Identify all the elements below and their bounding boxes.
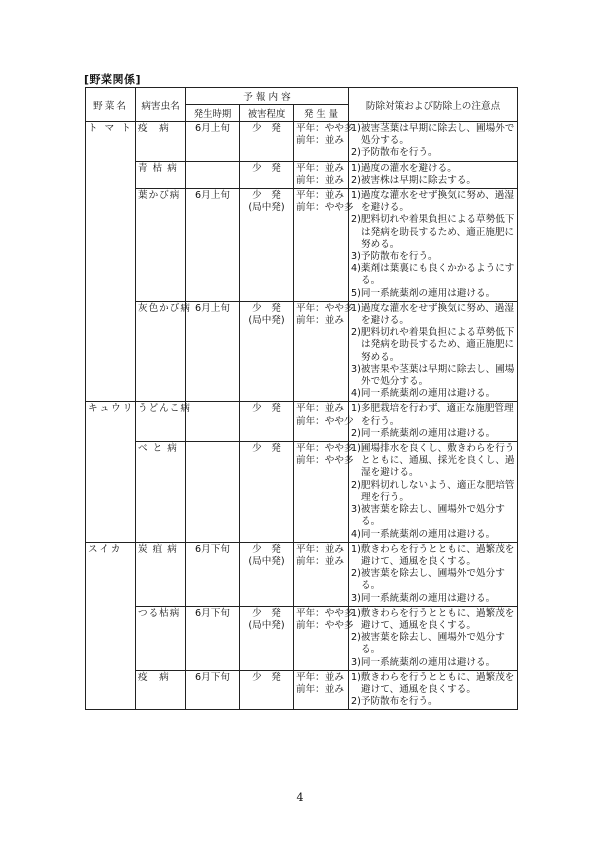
measures-cell — [349, 301, 518, 402]
pest-name-cell — [136, 606, 186, 670]
damage-value: (局中発) — [248, 555, 285, 567]
header-amount: 発 生 量 — [294, 105, 349, 122]
header-timing: 発生時期 — [186, 105, 240, 122]
crop-name-cell — [86, 122, 136, 402]
amount-value: 前年：並み — [296, 135, 344, 147]
damage-value: 少 発 — [252, 443, 281, 455]
measures-cell — [349, 606, 518, 670]
page-number: 4 — [296, 791, 304, 804]
damage-value: 少 発 — [252, 302, 281, 314]
measures-cell — [349, 189, 518, 302]
damage-cell — [240, 301, 294, 402]
measure-item: 2)肥料切れや着果負担による草勢低下は発病を助長するため、適正施肥に努める。 — [351, 214, 515, 250]
measure-item: 5)同一系統薬剤の連用は避ける。 — [351, 287, 496, 299]
amount-cell — [294, 402, 354, 442]
damage-cell — [240, 402, 294, 442]
measure-item: 2)被害葉を除去し、圃場外で処分する。 — [351, 568, 505, 592]
damage-value: (局中発) — [248, 202, 285, 214]
measure-item: 1)敷きわらを行うとともに、過繁茂を避けて、通風を良くする。 — [351, 543, 515, 567]
measure-item: 4)薬剤は葉裏にも良くかかるようにする。 — [351, 263, 515, 287]
pest-name: 灰色かび病 — [138, 302, 191, 314]
crop-name: キュウリ — [88, 403, 135, 415]
amount-value: 前年：並み — [296, 174, 344, 186]
amount-value: 平年：並み — [296, 543, 344, 555]
damage-value: (局中発) — [248, 315, 285, 327]
timing-cell — [186, 402, 240, 442]
measures-cell — [349, 670, 518, 710]
timing-value: 6月上旬 — [195, 190, 230, 202]
measures-cell — [349, 122, 518, 162]
pest-name-cell — [136, 542, 186, 606]
amount-value: 平年：並み — [296, 671, 344, 683]
pest-name: 炭 疽 病 — [138, 543, 178, 555]
amount-cell — [294, 161, 349, 188]
damage-cell — [240, 542, 294, 606]
amount-cell — [294, 670, 349, 710]
damage-cell — [240, 161, 294, 188]
measure-item: 3)被害果や茎葉は早期に除去し、圃場外で処分する。 — [351, 363, 515, 388]
timing-cell — [186, 670, 240, 710]
amount-value: 平年：やや多 — [296, 123, 354, 134]
measure-item: 2)肥料切れや着果負担による草勢低下は発病を助長するため、適正施肥に努める。 — [351, 327, 515, 363]
pest-name: つる枯病 — [138, 607, 181, 619]
crop-name-cell — [86, 542, 136, 710]
damage-value: 少 発 — [252, 190, 281, 202]
measure-item: 1)過度な灌水をせず換気に努め、過湿を避ける。 — [351, 190, 514, 214]
measure-item: 1)過度な灌水をせず換気に努め、過湿を避ける。 — [351, 302, 514, 327]
timing-cell — [186, 122, 240, 162]
header-crop: 野菜名 — [86, 88, 136, 122]
table-row — [86, 402, 518, 442]
pest-name-cell — [136, 122, 186, 162]
damage-value: 少 発 — [252, 607, 281, 619]
pest-name-cell — [136, 161, 186, 188]
measures-cell — [349, 442, 518, 543]
measure-item: 1)過度の灌水を避ける。 — [351, 162, 457, 174]
measure-item: 1)敷きわらを行うとともに、過繁茂を避けて、通風を良くする。 — [351, 671, 515, 695]
timing-cell — [186, 442, 240, 543]
damage-cell — [240, 606, 294, 670]
timing-value: 6月下旬 — [195, 671, 230, 683]
measure-item: 2)肥料切れしないよう、適正な肥培管理を行う。 — [351, 479, 515, 503]
amount-value: 平年：やや多 — [296, 443, 354, 455]
measure-item: 2)同一系統薬剤の連用は避ける。 — [351, 427, 496, 439]
header-damage: 被害程度 — [240, 105, 294, 122]
pest-name-cell — [136, 442, 186, 543]
pest-name: べ と 病 — [138, 443, 178, 455]
table-row — [86, 161, 518, 188]
amount-cell — [294, 189, 354, 302]
amount-cell — [294, 122, 354, 162]
amount-value: 平年：並み — [296, 403, 344, 415]
amount-value: 前年：やや多 — [296, 202, 354, 214]
table-row — [86, 122, 518, 162]
measure-item: 1)被害茎葉は早期に除去し、圃場外で処分する。 — [351, 123, 515, 147]
amount-value: 前年：やや多 — [296, 455, 354, 467]
timing-value: 6月上旬 — [195, 123, 230, 134]
damage-value: 少 発 — [252, 543, 281, 555]
table-row — [86, 442, 518, 543]
measure-item: 2)予防散布を行う。 — [351, 696, 438, 708]
damage-value: (局中発) — [248, 619, 285, 631]
amount-value: 前年：並み — [296, 315, 344, 327]
forecast-table — [85, 87, 518, 710]
timing-cell — [186, 189, 240, 302]
header-pest: 病害虫名 — [136, 88, 186, 122]
measure-item: 1)圃場排水を良くし、敷きわらを行うとともに、通風、採光を良くし、過湿を避ける。 — [351, 443, 515, 479]
damage-cell — [240, 442, 294, 543]
section-title: [野菜関係] — [84, 73, 142, 86]
amount-value: 前年：並み — [296, 683, 344, 695]
pest-name-cell — [136, 189, 186, 302]
pest-name-cell — [136, 670, 186, 710]
crop-name-cell — [86, 402, 136, 542]
amount-value: 前年：並み — [296, 555, 344, 567]
amount-value: 平年：並み — [296, 162, 344, 174]
pest-name-cell — [136, 402, 191, 442]
timing-cell — [186, 606, 240, 670]
header-measures: 防除対策および防除上の注意点 — [349, 88, 518, 122]
pest-name: 疫 病 — [138, 671, 170, 683]
timing-cell — [186, 161, 240, 188]
timing-value: 6月下旬 — [195, 607, 230, 619]
pest-name-cell — [136, 301, 191, 402]
measures-cell — [349, 402, 518, 442]
measure-item: 4)同一系統薬剤の連用は避ける。 — [351, 528, 496, 540]
table-row — [86, 542, 518, 606]
table-body — [86, 122, 518, 710]
pest-name: うどんこ病 — [138, 403, 191, 415]
damage-value: 少 発 — [252, 123, 281, 134]
damage-cell — [240, 122, 294, 162]
pest-name: 青 枯 病 — [138, 162, 178, 174]
measures-cell — [349, 161, 518, 188]
measure-item: 2)被害株は早期に除去する。 — [351, 174, 477, 186]
table-row — [86, 606, 518, 670]
measures-cell — [349, 542, 518, 606]
amount-cell — [294, 301, 354, 402]
measure-item: 3)同一系統薬剤の連用は避ける。 — [351, 592, 496, 604]
pest-name: 疫 病 — [138, 123, 170, 134]
measure-item: 4)同一系統薬剤の連用は避ける。 — [351, 388, 496, 400]
amount-value: 平年：やや多 — [296, 607, 354, 619]
timing-value: 6月上旬 — [195, 302, 230, 314]
table-row — [86, 670, 518, 710]
amount-value: 前年：やや少 — [296, 415, 354, 427]
measure-item: 2)被害葉を除去し、圃場外で処分する。 — [351, 632, 505, 656]
measure-item: 3)同一系統薬剤の連用は避ける。 — [351, 656, 496, 668]
amount-cell — [294, 442, 354, 543]
pest-name: 葉かび病 — [138, 190, 181, 202]
crop-name: ト マ ト — [88, 123, 133, 134]
timing-cell — [186, 542, 240, 606]
header-forecast: 予 報 内 容 — [186, 88, 349, 105]
amount-cell — [294, 542, 349, 606]
crop-name: スイカ — [88, 543, 123, 555]
timing-value: 6月下旬 — [195, 543, 230, 555]
measure-item: 3)予防散布を行う。 — [351, 251, 438, 263]
timing-cell — [186, 301, 240, 402]
amount-value: 平年：並み — [296, 190, 344, 202]
amount-value: 平年：やや多 — [296, 302, 354, 314]
amount-cell — [294, 606, 354, 670]
table-row — [86, 189, 518, 302]
table-row — [86, 301, 518, 402]
measure-item: 1)敷きわらを行うとともに、過繁茂を避けて、通風を良くする。 — [351, 607, 515, 631]
measure-item: 3)被害葉を除去し、圃場外で処分する。 — [351, 504, 505, 528]
measure-item: 2)予防散布を行う。 — [351, 147, 438, 159]
damage-cell — [240, 670, 294, 710]
damage-value: 少 発 — [252, 403, 281, 415]
amount-value: 前年：やや多 — [296, 619, 354, 631]
damage-cell — [240, 189, 294, 302]
measure-item: 1)多肥栽培を行わず、適正な施肥管理を行う。 — [351, 403, 514, 427]
damage-value: 少 発 — [252, 162, 281, 174]
damage-value: 少 発 — [252, 671, 281, 683]
